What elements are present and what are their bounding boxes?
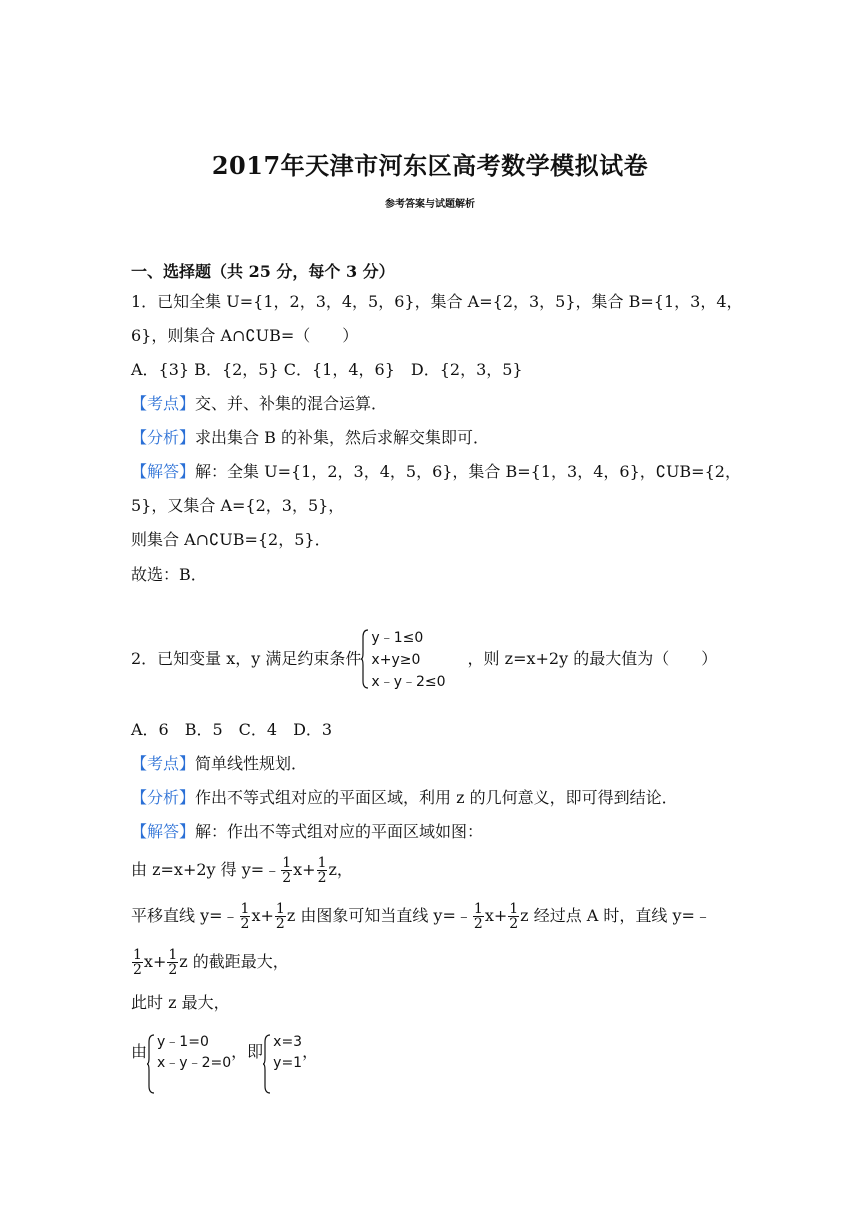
constraint-2: x+y≥0 (371, 651, 421, 668)
q2-solution-line4 (131, 944, 289, 980)
fraction-denominator: 2 (240, 916, 250, 932)
fraction-denominator: 2 (275, 916, 285, 932)
fraction-numerator: 1 (509, 901, 519, 917)
q2-jieda-line1 (131, 822, 483, 842)
q1-kaodian-text: 交、并、补集的混合运算． (195, 394, 388, 413)
q2-fenxi-text: 作出不等式组对应的平面区域，利用 z 的几何意义，即可得到结论． (195, 788, 678, 807)
fraction-numerator: 1 (133, 947, 142, 963)
left-brace-icon (361, 629, 369, 689)
fenxi-tag: 【分析】 (131, 788, 196, 807)
q2-kaodian (131, 754, 307, 774)
page-title: 2017年天津市河东区高考数学模拟试卷 (211, 151, 649, 180)
kaodian-tag: 【考点】 (131, 754, 196, 773)
text-segment: z， (328, 860, 353, 879)
q1-jieda-line2: 5}，又集合 A={2，3，5}， (131, 496, 345, 515)
section-heading: 一、选择题（共 25 分，每个 3 分） (131, 262, 395, 281)
fenxi-tag: 【分析】 (131, 428, 196, 447)
q1-stem-line1: 1．已知全集 U={1，2，3，4，5，6}，集合 A={2，3，5}，集合 B={1，3，4， (131, 292, 743, 311)
equation-2: x﹣y﹣2=0 (157, 1054, 232, 1071)
fraction-numerator: 1 (473, 901, 483, 917)
jieda-tag: 【解答】 (131, 462, 196, 481)
fraction-numerator: 1 (240, 901, 250, 917)
kaodian-tag: 【考点】 (131, 394, 196, 413)
q2-jieda-text1: 解：作出不等式组对应的平面区域如图： (195, 822, 484, 841)
solution-y: y=1 (273, 1054, 303, 1071)
fraction-numerator: 1 (317, 855, 327, 871)
fraction-denominator: 2 (317, 870, 327, 886)
fraction-one-half (508, 902, 519, 931)
text-segment: 由 (131, 1042, 148, 1061)
q2-solution-line2 (131, 852, 353, 888)
fraction-one-half (281, 856, 292, 885)
q1-fenxi-text: 求出集合 B 的补集，然后求解交集即可． (195, 428, 489, 447)
q1-kaodian (131, 394, 387, 414)
q1-fenxi (131, 428, 489, 448)
jieda-tag: 【解答】 (131, 822, 196, 841)
fraction-denominator: 2 (282, 870, 292, 886)
text-segment: x+ (293, 860, 316, 879)
q2-options: A．6 B．5 C．4 D．3 (131, 720, 333, 739)
page-subtitle: 参考答案与试题解析 (385, 199, 475, 210)
fraction-one-half (132, 948, 143, 977)
q1-stem-line2: 6}，则集合 A∩∁UB=（ ） (131, 326, 359, 345)
fraction-one-half (473, 902, 484, 931)
fraction-one-half (240, 902, 251, 931)
q1-options: A．{3} B．{2，5} C．{1，4，6} D．{2，3，5} (131, 360, 523, 379)
fraction-numerator: 1 (168, 947, 178, 963)
text-segment: z 由图象可知当直线 y=﹣ (286, 906, 472, 925)
fraction-denominator: 2 (509, 916, 519, 932)
left-brace-icon (147, 1034, 155, 1094)
fraction-one-half (317, 856, 328, 885)
q2-solution-line3 (131, 898, 711, 934)
equation-system-2 (263, 1032, 302, 1074)
q2-kaodian-text: 简单线性规划． (195, 754, 308, 773)
text-segment: ， (302, 1042, 319, 1061)
text-segment: z 的截距最大， (179, 952, 289, 971)
q2-stem-before: 2．已知变量 x，y 满足约束条件 (131, 649, 362, 668)
text-segment: 平移直线 y=﹣ (131, 906, 239, 925)
q2-constraint-system (361, 627, 445, 693)
text-segment: z 经过点 A 时，直线 y=﹣ (520, 906, 711, 925)
q1-jieda-line1 (131, 462, 741, 482)
constraint-3: x﹣y﹣2≤0 (371, 673, 446, 690)
text-segment: x+ (143, 952, 167, 971)
q1-jieda-text1: 解：全集 U={1，2，3，4，5，6}，集合 B={1，3，4，6}，∁UB={2， (195, 462, 741, 481)
q2-solution-line5: 此时 z 最大， (131, 993, 230, 1012)
fraction-denominator: 2 (168, 962, 178, 978)
q2-stem (131, 624, 717, 694)
fraction-denominator: 2 (133, 962, 142, 978)
text-segment: ，即 (231, 1042, 264, 1061)
constraint-1: y﹣1≤0 (371, 629, 424, 646)
solution-x: x=3 (273, 1033, 303, 1050)
fraction-one-half (167, 948, 178, 977)
q2-fenxi (131, 788, 678, 808)
text-segment: 由 z=x+2y 得 y=﹣ (131, 860, 281, 879)
fraction-numerator: 1 (275, 901, 285, 917)
q2-stem-after: ，则 z=x+2y 的最大值为（ ） (467, 649, 718, 668)
q1-answer: 故选：B． (131, 565, 207, 584)
fraction-denominator: 2 (473, 916, 483, 932)
equation-1: y﹣1=0 (157, 1033, 209, 1050)
q1-jieda-line3: 则集合 A∩∁UB={2，5}． (131, 530, 331, 549)
fraction-numerator: 1 (282, 855, 292, 871)
q2-solution-line6 (131, 1028, 318, 1076)
equation-system-1 (147, 1032, 231, 1074)
fraction-one-half (275, 902, 286, 931)
text-segment: x+ (251, 906, 274, 925)
text-segment: x+ (484, 906, 508, 925)
left-brace-icon (263, 1034, 271, 1094)
